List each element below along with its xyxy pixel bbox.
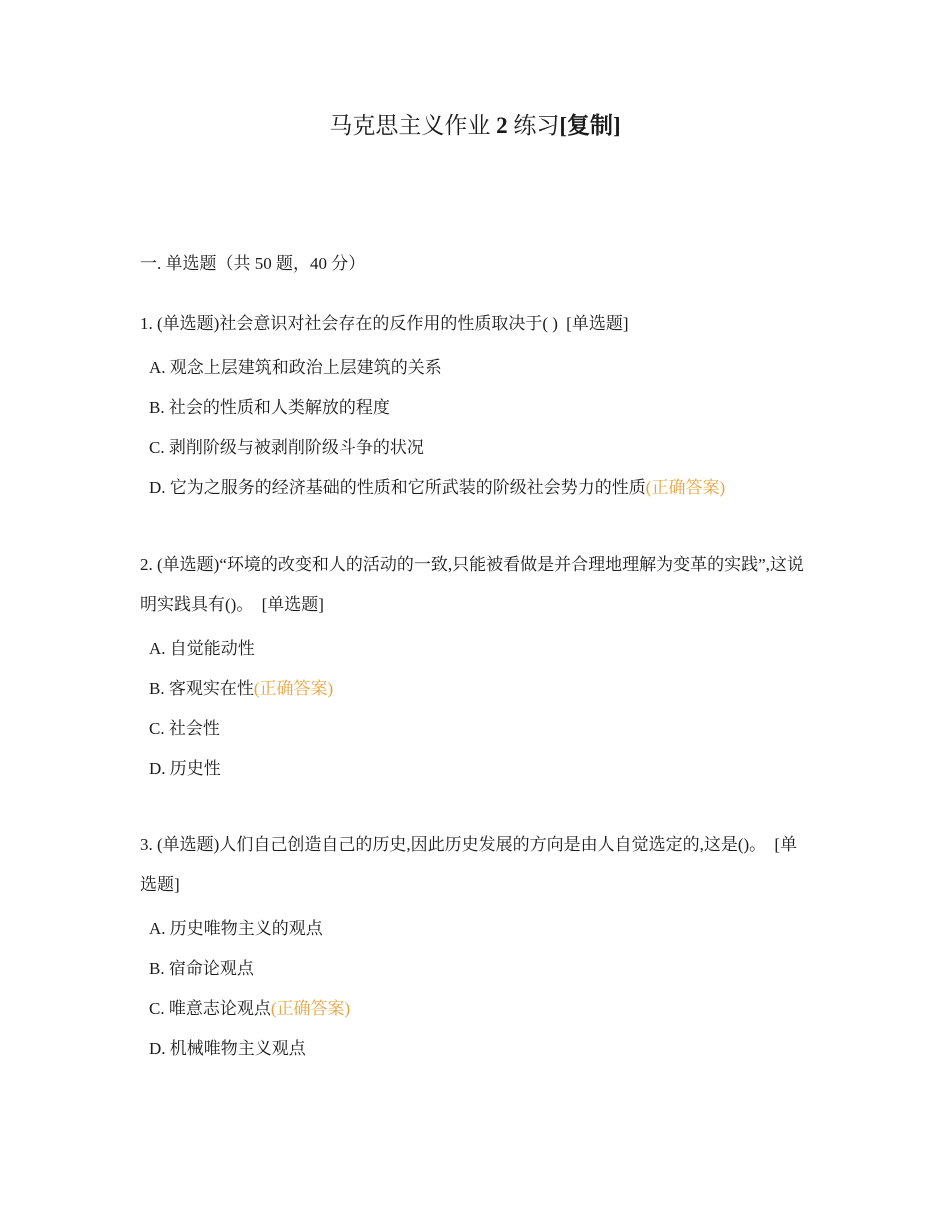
question-type-tag: [单选题]	[261, 595, 324, 614]
title-tag: [复制]	[559, 113, 621, 138]
option-label: A. 观念上层建筑和政治上层建筑的关系	[149, 358, 442, 377]
question-text	[140, 545, 810, 625]
option-b[interactable]	[140, 949, 810, 989]
option-d[interactable]	[140, 1029, 810, 1069]
option-label: D. 历史性	[149, 759, 221, 778]
option-a[interactable]	[140, 629, 810, 669]
question-1	[140, 304, 810, 508]
option-label: A. 历史唯物主义的观点	[149, 919, 323, 938]
correct-answer-tag: (正确答案)	[270, 999, 351, 1018]
option-label: B. 客观实在性	[149, 679, 254, 698]
question-2	[140, 545, 810, 789]
title-suffix: 练习	[513, 113, 560, 138]
option-label: C. 剥削阶级与被剥削阶级斗争的状况	[149, 438, 424, 457]
option-label: A. 自觉能动性	[149, 639, 255, 658]
question-3	[140, 825, 810, 1069]
question-stem: 2. (单选题)“环境的改变和人的活动的一致,只能被看做是并合理地理解为变革的实践”,这说明实践具有()。	[140, 555, 804, 614]
option-c[interactable]	[140, 428, 810, 468]
option-a[interactable]	[140, 909, 810, 949]
option-b[interactable]	[140, 388, 810, 428]
option-c[interactable]	[140, 989, 810, 1029]
question-type-tag: [单选题]	[140, 835, 798, 894]
question-stem: 1. (单选题)社会意识对社会存在的反作用的性质取决于( )	[140, 314, 558, 333]
question-text	[140, 825, 810, 905]
option-list	[140, 909, 810, 1069]
correct-answer-tag: (正确答案)	[645, 478, 726, 497]
option-a[interactable]	[140, 348, 810, 388]
option-b[interactable]	[140, 669, 810, 709]
section-header: 一. 单选题（共 50 题，40 分）	[140, 254, 366, 273]
option-label: B. 社会的性质和人类解放的程度	[149, 398, 390, 417]
option-d[interactable]	[140, 468, 810, 508]
question-type-tag: [单选题]	[566, 314, 629, 333]
option-list	[140, 348, 810, 508]
option-d[interactable]	[140, 749, 810, 789]
question-stem: 3. (单选题)人们自己创造自己的历史,因此历史发展的方向是由人自觉选定的,这是()。	[140, 835, 767, 854]
option-list	[140, 629, 810, 789]
option-label: D. 机械唯物主义观点	[149, 1039, 306, 1058]
option-label: C. 唯意志论观点	[149, 999, 271, 1018]
option-c[interactable]	[140, 709, 810, 749]
title-number: 2	[496, 113, 508, 138]
page-title	[0, 108, 950, 144]
title-prefix: 马克思主义作业	[329, 113, 491, 138]
option-label: C. 社会性	[149, 719, 220, 738]
option-label: D. 它为之服务的经济基础的性质和它所武装的阶级社会势力的性质	[149, 478, 646, 497]
correct-answer-tag: (正确答案)	[253, 679, 334, 698]
option-label: B. 宿命论观点	[149, 959, 254, 978]
question-text	[140, 304, 810, 344]
